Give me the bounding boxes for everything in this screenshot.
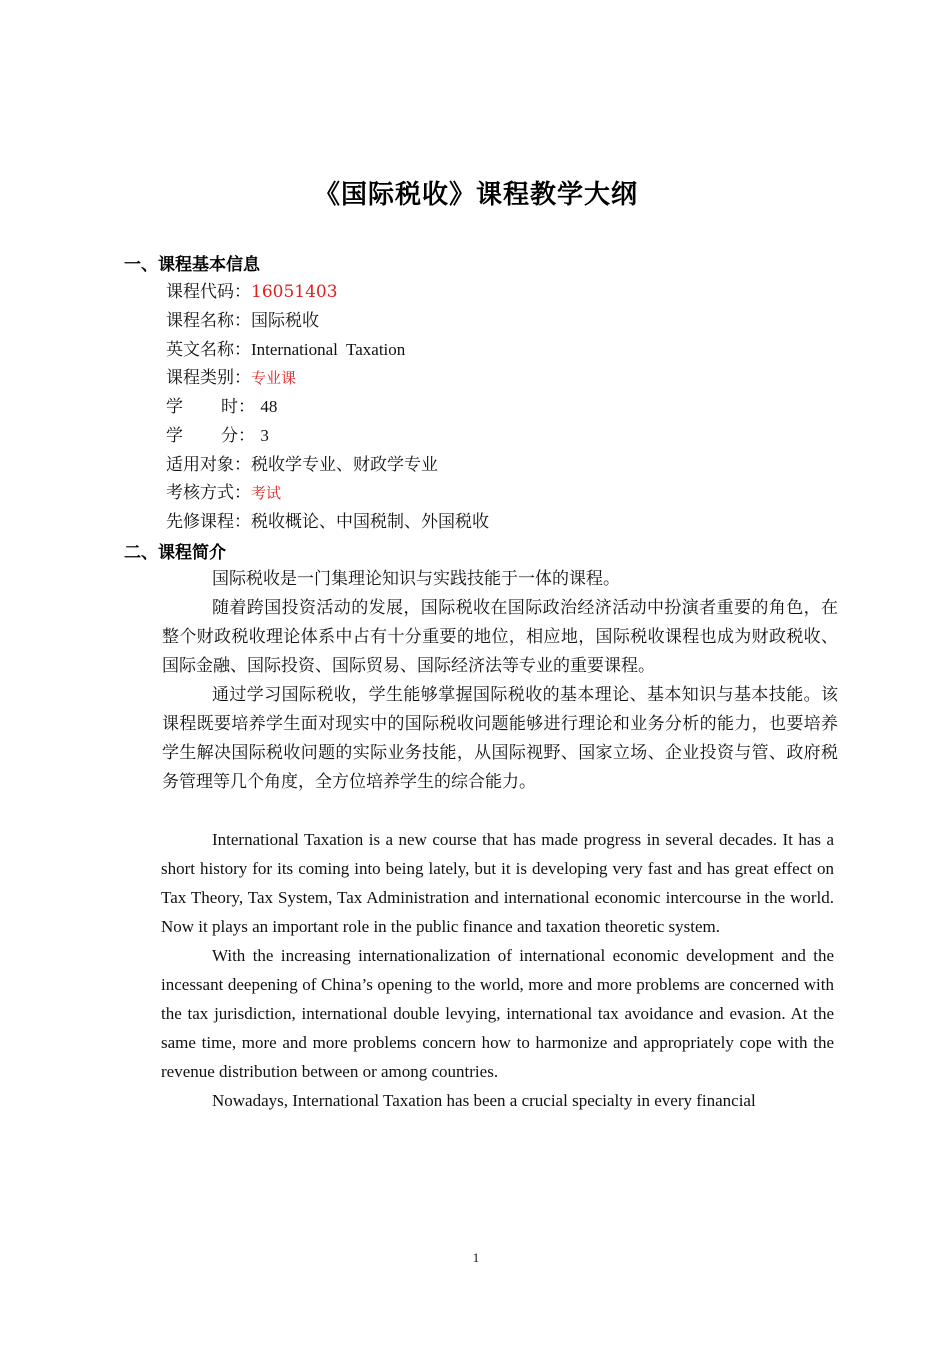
english-name-value: International Taxation <box>251 340 406 359</box>
hours-row <box>166 393 277 421</box>
english-name-label: 英文名称： <box>166 340 251 360</box>
hours-label-a: 学 <box>166 397 183 417</box>
course-category-value: 专业课 <box>251 369 297 387</box>
cn-paragraph: 随着跨国投资活动的发展，国际税收在国际政治经济活动中扮演者重要的角色，在整个财政税收理论体系中占有十分重要的地位，相应地，国际税收课程也成为财政税收、国际金融、国际投资、国际贸易、国际经济法等专业的重要课程。 <box>162 598 838 676</box>
en-paragraph: With the increasing internationalization of international economic development and the incessant deepening of China’s opening to the world, more and more problems are concerned with the tax jurisdiction, international double levying, international tax avoidance and evasion. At the same time, more and more problems concern how to harmonize and appropriately cope with the revenue distribution between or among countries. <box>161 946 834 1081</box>
english-name-row <box>166 336 405 364</box>
course-category-row <box>166 364 296 392</box>
credits-row <box>166 422 269 450</box>
course-code-row <box>166 278 338 306</box>
credits-label-b: 分： <box>221 426 255 446</box>
prerequisites-label: 先修课程： <box>166 512 251 532</box>
en-paragraph: Nowadays, International Taxation has been a crucial specialty in every financial <box>212 1091 756 1110</box>
cn-paragraph: 通过学习国际税收，学生能够掌握国际税收的基本理论、基本知识与基本技能。该课程既要培养学生面对现实中的国际税收问题能够进行理论和业务分析的能力，也要培养学生解决国际税收问题的实际业务技能，从国际视野、国家立场、企业投资与管、政府税务管理等几个角度，全方位培养学生的综合能力。 <box>162 685 838 792</box>
section-heading-basic-info: 一、课程基本信息 <box>124 255 260 275</box>
chinese-introduction <box>162 565 838 797</box>
hours-value: 48 <box>260 397 278 416</box>
course-name-label: 课程名称： <box>166 311 251 331</box>
credits-value: 3 <box>260 426 269 445</box>
course-category-label: 课程类别： <box>166 368 251 388</box>
assessment-value: 考试 <box>251 484 282 502</box>
prerequisites-row <box>166 508 489 536</box>
course-name-row <box>166 307 319 335</box>
credits-label-a: 学 <box>166 426 183 446</box>
audience-value: 税收学专业、财政学专业 <box>251 455 438 475</box>
page-number: 1 <box>472 1250 480 1265</box>
assessment-row <box>166 479 281 507</box>
audience-row <box>166 451 438 479</box>
english-introduction <box>161 825 834 1115</box>
course-code-label: 课程代码： <box>166 282 251 302</box>
assessment-label: 考核方式： <box>166 483 251 503</box>
cn-paragraph: 国际税收是一门集理论知识与实践技能于一体的课程。 <box>212 569 620 589</box>
course-code-value: 16051403 <box>251 282 338 302</box>
section-heading-introduction: 二、课程简介 <box>124 543 226 563</box>
prerequisites-value: 税收概论、中国税制、外国税收 <box>251 512 489 532</box>
audience-label: 适用对象： <box>166 455 251 475</box>
document-title: 《国际税收》课程教学大纲 <box>313 180 638 210</box>
hours-label-b: 时： <box>221 397 255 417</box>
course-name-value: 国际税收 <box>251 311 319 331</box>
en-paragraph: International Taxation is a new course that has made progress in several decades. It has a short history for its coming into being lately, but it is developing very fast and has great effect on Tax Theory, Tax System, Tax Administration and international economic intercourse in the world. Now it plays an important role in the public finance and taxation theoretic system. <box>161 830 834 936</box>
